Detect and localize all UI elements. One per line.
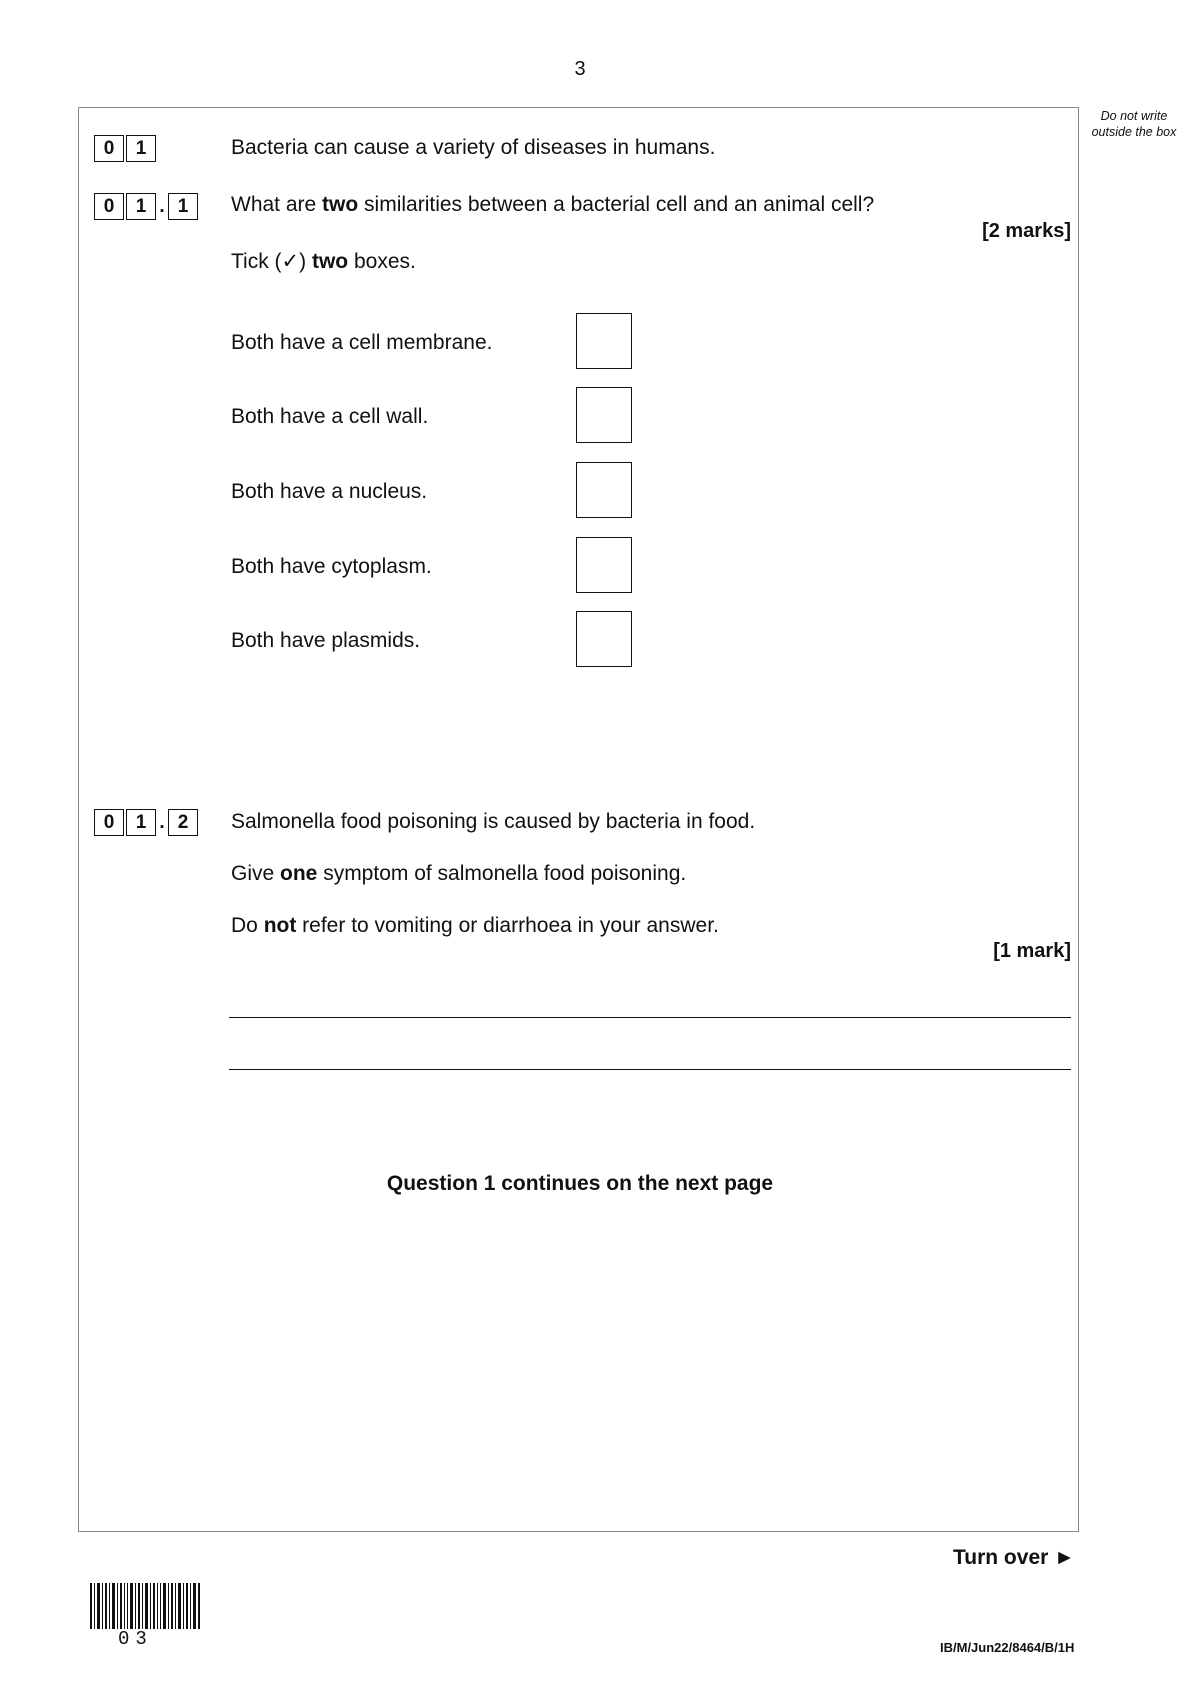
q01-1-instruction-post: boxes. xyxy=(348,250,416,273)
q01-1-question-post: similarities between a bacterial cell and an animal cell? xyxy=(358,193,875,216)
q01-1-question-bold: two xyxy=(322,193,359,216)
tick-box-cytoplasm[interactable] xyxy=(576,537,632,593)
turn-over: Turn over ► xyxy=(953,1546,1075,1569)
margin-note: Do not write outside the box xyxy=(1091,109,1177,139)
q01-stem: Bacteria can cause a variety of diseases in humans. xyxy=(231,136,716,159)
q01-2-line2 xyxy=(231,861,686,887)
question-digit: 0 xyxy=(94,135,124,162)
tick-box-cell-membrane[interactable] xyxy=(576,313,632,369)
q01-2-line3-bold: not xyxy=(263,914,297,937)
question-number-01-1 xyxy=(94,193,200,220)
q01-1-instruction-bold: two xyxy=(311,250,349,273)
question-dot: . xyxy=(159,195,165,217)
question-digit: 0 xyxy=(94,193,124,220)
question-digit: 2 xyxy=(168,809,198,836)
q01-2-line1: Salmonella food poisoning is caused by bacteria in food. xyxy=(231,810,756,833)
tick-box-plasmids[interactable] xyxy=(576,611,632,667)
q01-2-line3-pre: Do xyxy=(231,914,264,937)
question-digit: 1 xyxy=(126,135,156,162)
tick-box-nucleus[interactable] xyxy=(576,462,632,518)
option-label-nucleus: Both have a nucleus. xyxy=(231,480,428,503)
option-label-plasmids: Both have plasmids. xyxy=(231,629,421,652)
q01-2-marks: [1 mark] xyxy=(993,940,1071,962)
q01-1-instruction xyxy=(231,249,416,275)
answer-line-1[interactable] xyxy=(229,1017,1071,1018)
q01-1-question-pre: What are xyxy=(231,193,323,216)
page-number: 3 xyxy=(574,58,586,80)
question-dot: . xyxy=(159,811,165,833)
barcode-digits: 03 xyxy=(118,1628,153,1650)
question-digit: 1 xyxy=(126,193,156,220)
tick-box-cell-wall[interactable] xyxy=(576,387,632,443)
continues-note: Question 1 continues on the next page xyxy=(386,1172,774,1195)
q01-1-marks: [2 marks] xyxy=(982,220,1071,242)
q01-2-line2-post: symptom of salmonella food poisoning. xyxy=(317,862,687,885)
question-number-01-2 xyxy=(94,809,200,836)
paper-reference-code: IB/M/Jun22/8464/B/1H xyxy=(940,1640,1075,1655)
answer-line-2[interactable] xyxy=(229,1069,1071,1070)
option-label-cytoplasm: Both have cytoplasm. xyxy=(231,555,432,578)
question-number-01 xyxy=(94,135,158,162)
barcode-graphic xyxy=(90,1583,200,1629)
question-digit: 1 xyxy=(168,193,198,220)
q01-1-instruction-pre: Tick (✓) xyxy=(231,250,312,273)
q01-2-line2-pre: Give xyxy=(231,862,281,885)
option-label-cell-wall: Both have a cell wall. xyxy=(231,405,429,428)
q01-2-line2-bold: one xyxy=(280,862,318,885)
option-label-cell-membrane: Both have a cell membrane. xyxy=(231,331,493,354)
question-digit: 0 xyxy=(94,809,124,836)
q01-2-line3-post: refer to vomiting or diarrhoea in your answer. xyxy=(296,914,719,937)
q01-1-question xyxy=(231,192,874,218)
question-digit: 1 xyxy=(126,809,156,836)
q01-2-line3 xyxy=(231,913,719,939)
